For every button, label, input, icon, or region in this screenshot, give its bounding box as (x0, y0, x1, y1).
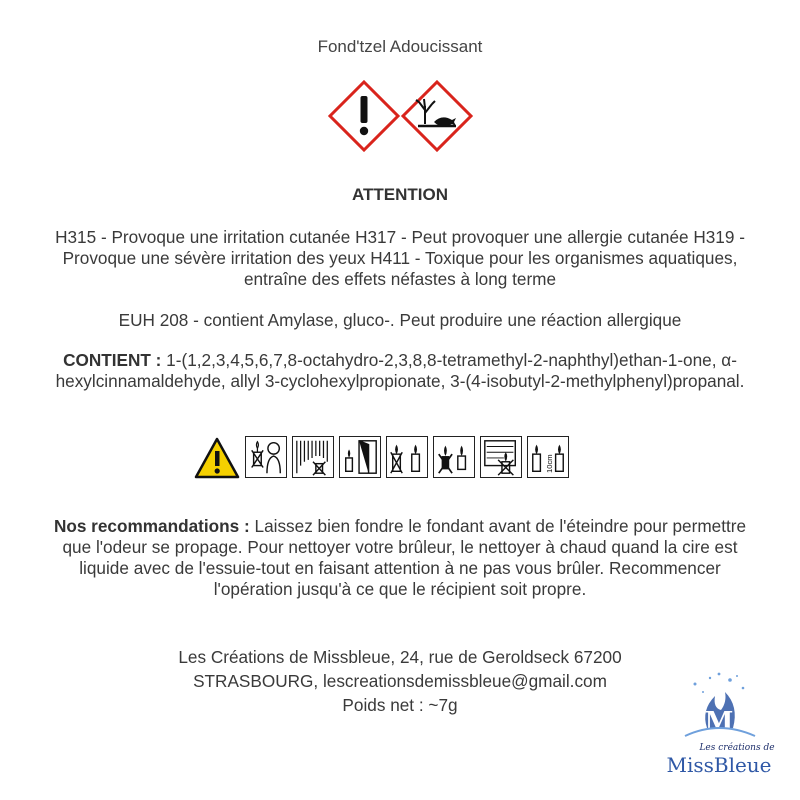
recommendations-section (40, 516, 760, 600)
ghs-pictograms (328, 80, 473, 152)
contains-section (10, 350, 790, 392)
recommendations-text: Laissez bien fondre le fondant avant de l'éteindre pour permettre que l'odeur se propage. Pour nettoyer votre brûleur, le nettoyer à chaud quand la cire est liquide avec de l'essuie-tout en faisant attention à ne pas vous brûler. Recommencer l'opération jusqu'à ce que le récipient soit propre. (62, 516, 747, 599)
net-weight: Poids net : ~7g (342, 695, 458, 715)
exclamation-mark-pictogram (330, 82, 398, 150)
logo-brand-text: MissBleue (666, 753, 772, 777)
logo-script-text: Les créations de (699, 743, 775, 753)
euh-statement: EUH 208 - contient Amylase, gluco-. Peut produire une réaction allergique (118, 310, 682, 330)
address-line-1: Les Créations de Missbleue, 24, rue de Geroldseck 67200 (178, 647, 622, 667)
logo-monogram: M (704, 707, 734, 737)
distance-label: 10cm (544, 454, 554, 473)
missbleue-logo (655, 670, 785, 780)
signal-word: ATTENTION (351, 185, 448, 204)
safety-icons-row (194, 436, 606, 480)
address-line-2: STRASBOURG, lescreationsdemissbleue@gmail.com (193, 671, 607, 691)
do-not-burn-near-flammables-icon (433, 436, 475, 478)
keep-away-from-drafts-icon (480, 436, 522, 478)
recommendations-label: Nos recommandations : (53, 516, 250, 536)
product-title: Fond'tzel Adoucissant (317, 37, 483, 56)
hazard-statements: H315 - Provoque une irritation cutanée H317 - Peut provoquer une allergie cutanée H319 - Provoque une sévère irritation des yeux H411 - Toxique pour les organismes aquatiques, entraîne des effets néfastes à long terme (55, 227, 745, 289)
do-not-leave-unattended-icon (339, 436, 381, 478)
keep-10cm-apart-icon (527, 436, 569, 478)
logo-sparkles (694, 673, 745, 693)
contains-text: 1-(1,2,3,4,5,6,7,8-octahydro-2,3,8,8-tetramethyl-2-naphthyl)ethan-1-one, α-hexylcinnamaldehyde, allyl 3-cyclohexylpropionate, 3-(4-isobutyl-2-methylphenyl)propanal. (55, 350, 745, 391)
keep-away-from-children-icon (245, 436, 287, 478)
warning-triangle-icon (194, 436, 240, 480)
keep-distance-between-candles-icon (386, 436, 428, 478)
environment-pictogram (403, 82, 471, 150)
do-not-burn-near-curtains-icon (292, 436, 334, 478)
contains-label: CONTIENT : (63, 350, 162, 370)
